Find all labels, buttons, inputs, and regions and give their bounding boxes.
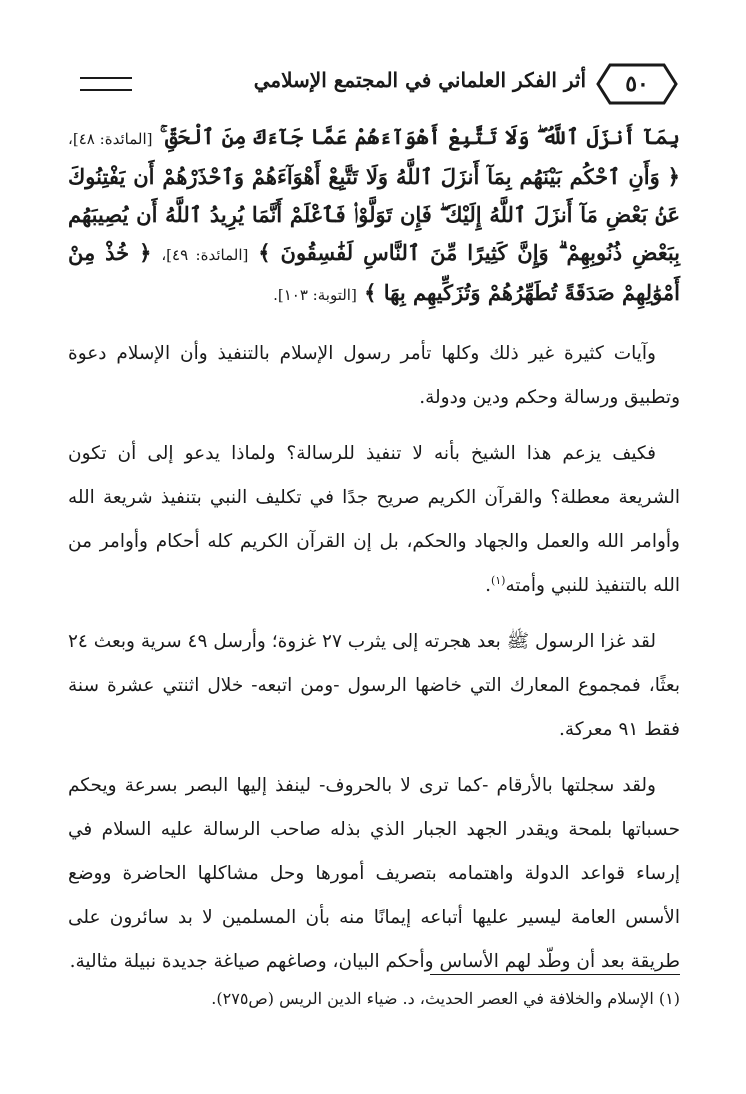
header-double-rule xyxy=(80,77,132,91)
paragraph-text: فكيف يزعم هذا الشيخ بأنه لا تنفيذ للرسالة؟ ولماذا يدعو إلى أن تكون الشريعة معطلة؟ والقرآن الكريم صريح جدًا في تكليف النبي بتنفيذ شريعة الله وأوامر الله والعمل والجهاد والحكم، بل إن القرآن الكريم كله أحكام وأوامر من الله بالتنفيذ للنبي وأمته xyxy=(68,443,680,596)
quran-verse: ﴿ خُذْ مِنْ أَمْوَٰلِهِمْ صَدَقَةً تُطَهِّرُهُمْ وَتُزَكِّيهِم بِهَا ﴾ xyxy=(68,240,680,305)
page-body xyxy=(68,118,680,996)
paragraph-end: . xyxy=(485,575,491,596)
quran-verse: بِمَآ أَنزَلَ ٱللَّهُ ۖ وَلَا تَتَّبِعْ أَهْوَآءَهُمْ عَمَّا جَآءَكَ مِنَ ٱلْحَقِّ ۚ xyxy=(159,124,680,149)
footnote-marker[interactable]: (١) xyxy=(490,573,506,587)
page-number: ٥٠ xyxy=(625,71,649,97)
paragraph: وآيات كثيرة غير ذلك وكلها تأمر رسول الإسلام بالتنفيذ وأن الإسلام دعوة وتطبيق ورسالة وحكم ودين ودولة. xyxy=(68,343,680,408)
page-number-badge xyxy=(596,62,678,106)
verse-reference: [المائدة: ٤٩]، xyxy=(161,246,249,264)
running-title: أثر الفكر العلماني في المجتمع الإسلامي xyxy=(253,68,586,92)
quran-quote-block xyxy=(68,118,680,314)
page-header xyxy=(70,62,678,108)
verse-reference: [المائدة: ٤٨]، xyxy=(68,130,153,148)
paragraph: ولقد سجلتها بالأرقام -كما ترى لا بالحروف- لينفذ إليها البصر بسرعة ويحكم حسباتها بلمحة ويقدر الجهد الجبار الذي بذله صاحب الرسالة عليه السلام في إرساء قواعد الدولة واهتمامه بتصريف أمورها وحل مشاكلها الحاضرة ووضع الأسس العامة ليسير عليها أتباعه إيمانًا منه بأن المسلمين لا بد سائرون على طريقة بعد أن وطّد لهم الأساس وأحكم البيان، وصاغهم صياغة جديدة نبيلة مثالية. xyxy=(68,775,680,972)
paragraph xyxy=(68,432,680,608)
verse-reference: [التوبة: ١٠٣]. xyxy=(273,286,357,304)
quran-verse: ﴿ وَأَنِ ٱحْكُم بَيْنَهُم بِمَآ أَنزَلَ ٱللَّهُ وَلَا تَتَّبِعْ أَهْوَآءَهُمْ وَٱحْذَرْهُمْ أَن يَفْتِنُوكَ عَنۢ بَعْضِ مَآ أَنزَلَ ٱللَّهُ إِلَيْكَ ۖ فَإِن تَوَلَّوْا۟ فَٱعْلَمْ أَنَّمَا يُرِيدُ ٱللَّهُ أَن يُصِيبَهُم بِبَعْضِ ذُنُوبِهِمْ ۗ وَإِنَّ كَثِيرًا مِّنَ ٱلنَّاسِ لَفَٰسِقُونَ ﴾ xyxy=(68,164,681,265)
paragraph: لقد غزا الرسول ﷺ بعد هجرته إلى يثرب ٢٧ غزوة؛ وأرسل ٤٩ سرية وبعث ٢٤ بعثًا، فمجموع المعارك التي خاضها الرسول -ومن اتبعه- خلال اثنتي عشرة سنة فقط ٩١ معركة. xyxy=(68,631,680,740)
footnote: (١) الإسلام والخلافة في العصر الحديث، د. ضياء الدين الريس (ص٢٧٥). xyxy=(211,989,680,1008)
footnote-separator xyxy=(430,974,680,975)
